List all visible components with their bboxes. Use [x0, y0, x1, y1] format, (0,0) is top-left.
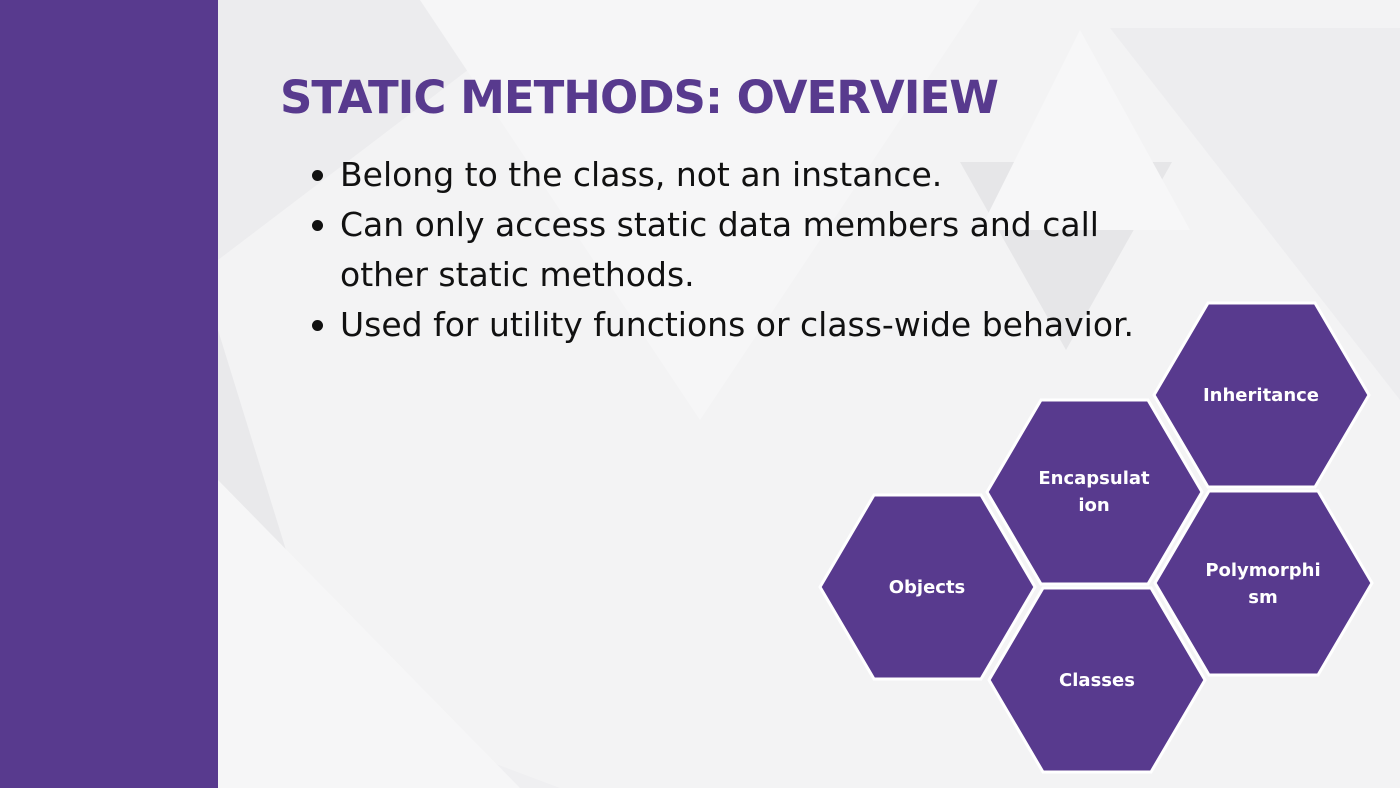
hexagon-label: Objects — [888, 577, 966, 598]
hexagon-objects — [820, 495, 1035, 679]
hexagon-inheritance — [1154, 303, 1369, 487]
hexagon-label: Inheritance — [1202, 385, 1320, 406]
hexagon-label-continued: ion — [1078, 495, 1110, 516]
hexagon-label-continued: sm — [1248, 587, 1278, 608]
slide-title: STATIC METHODS: OVERVIEW — [280, 71, 998, 124]
hexagon-label: Classes — [1059, 670, 1135, 691]
hexagon-label: Polymorphi — [1205, 560, 1321, 581]
bullet-text: Can only access static data members and call — [340, 205, 1099, 244]
bullet-text: Belong to the class, not an instance. — [340, 155, 943, 194]
bullet-text: Used for utility functions or class-wide behavior. — [340, 305, 1135, 344]
hexagon-label: Encapsulat — [1038, 468, 1150, 489]
bullet-text-continued: other static methods. — [340, 255, 695, 294]
